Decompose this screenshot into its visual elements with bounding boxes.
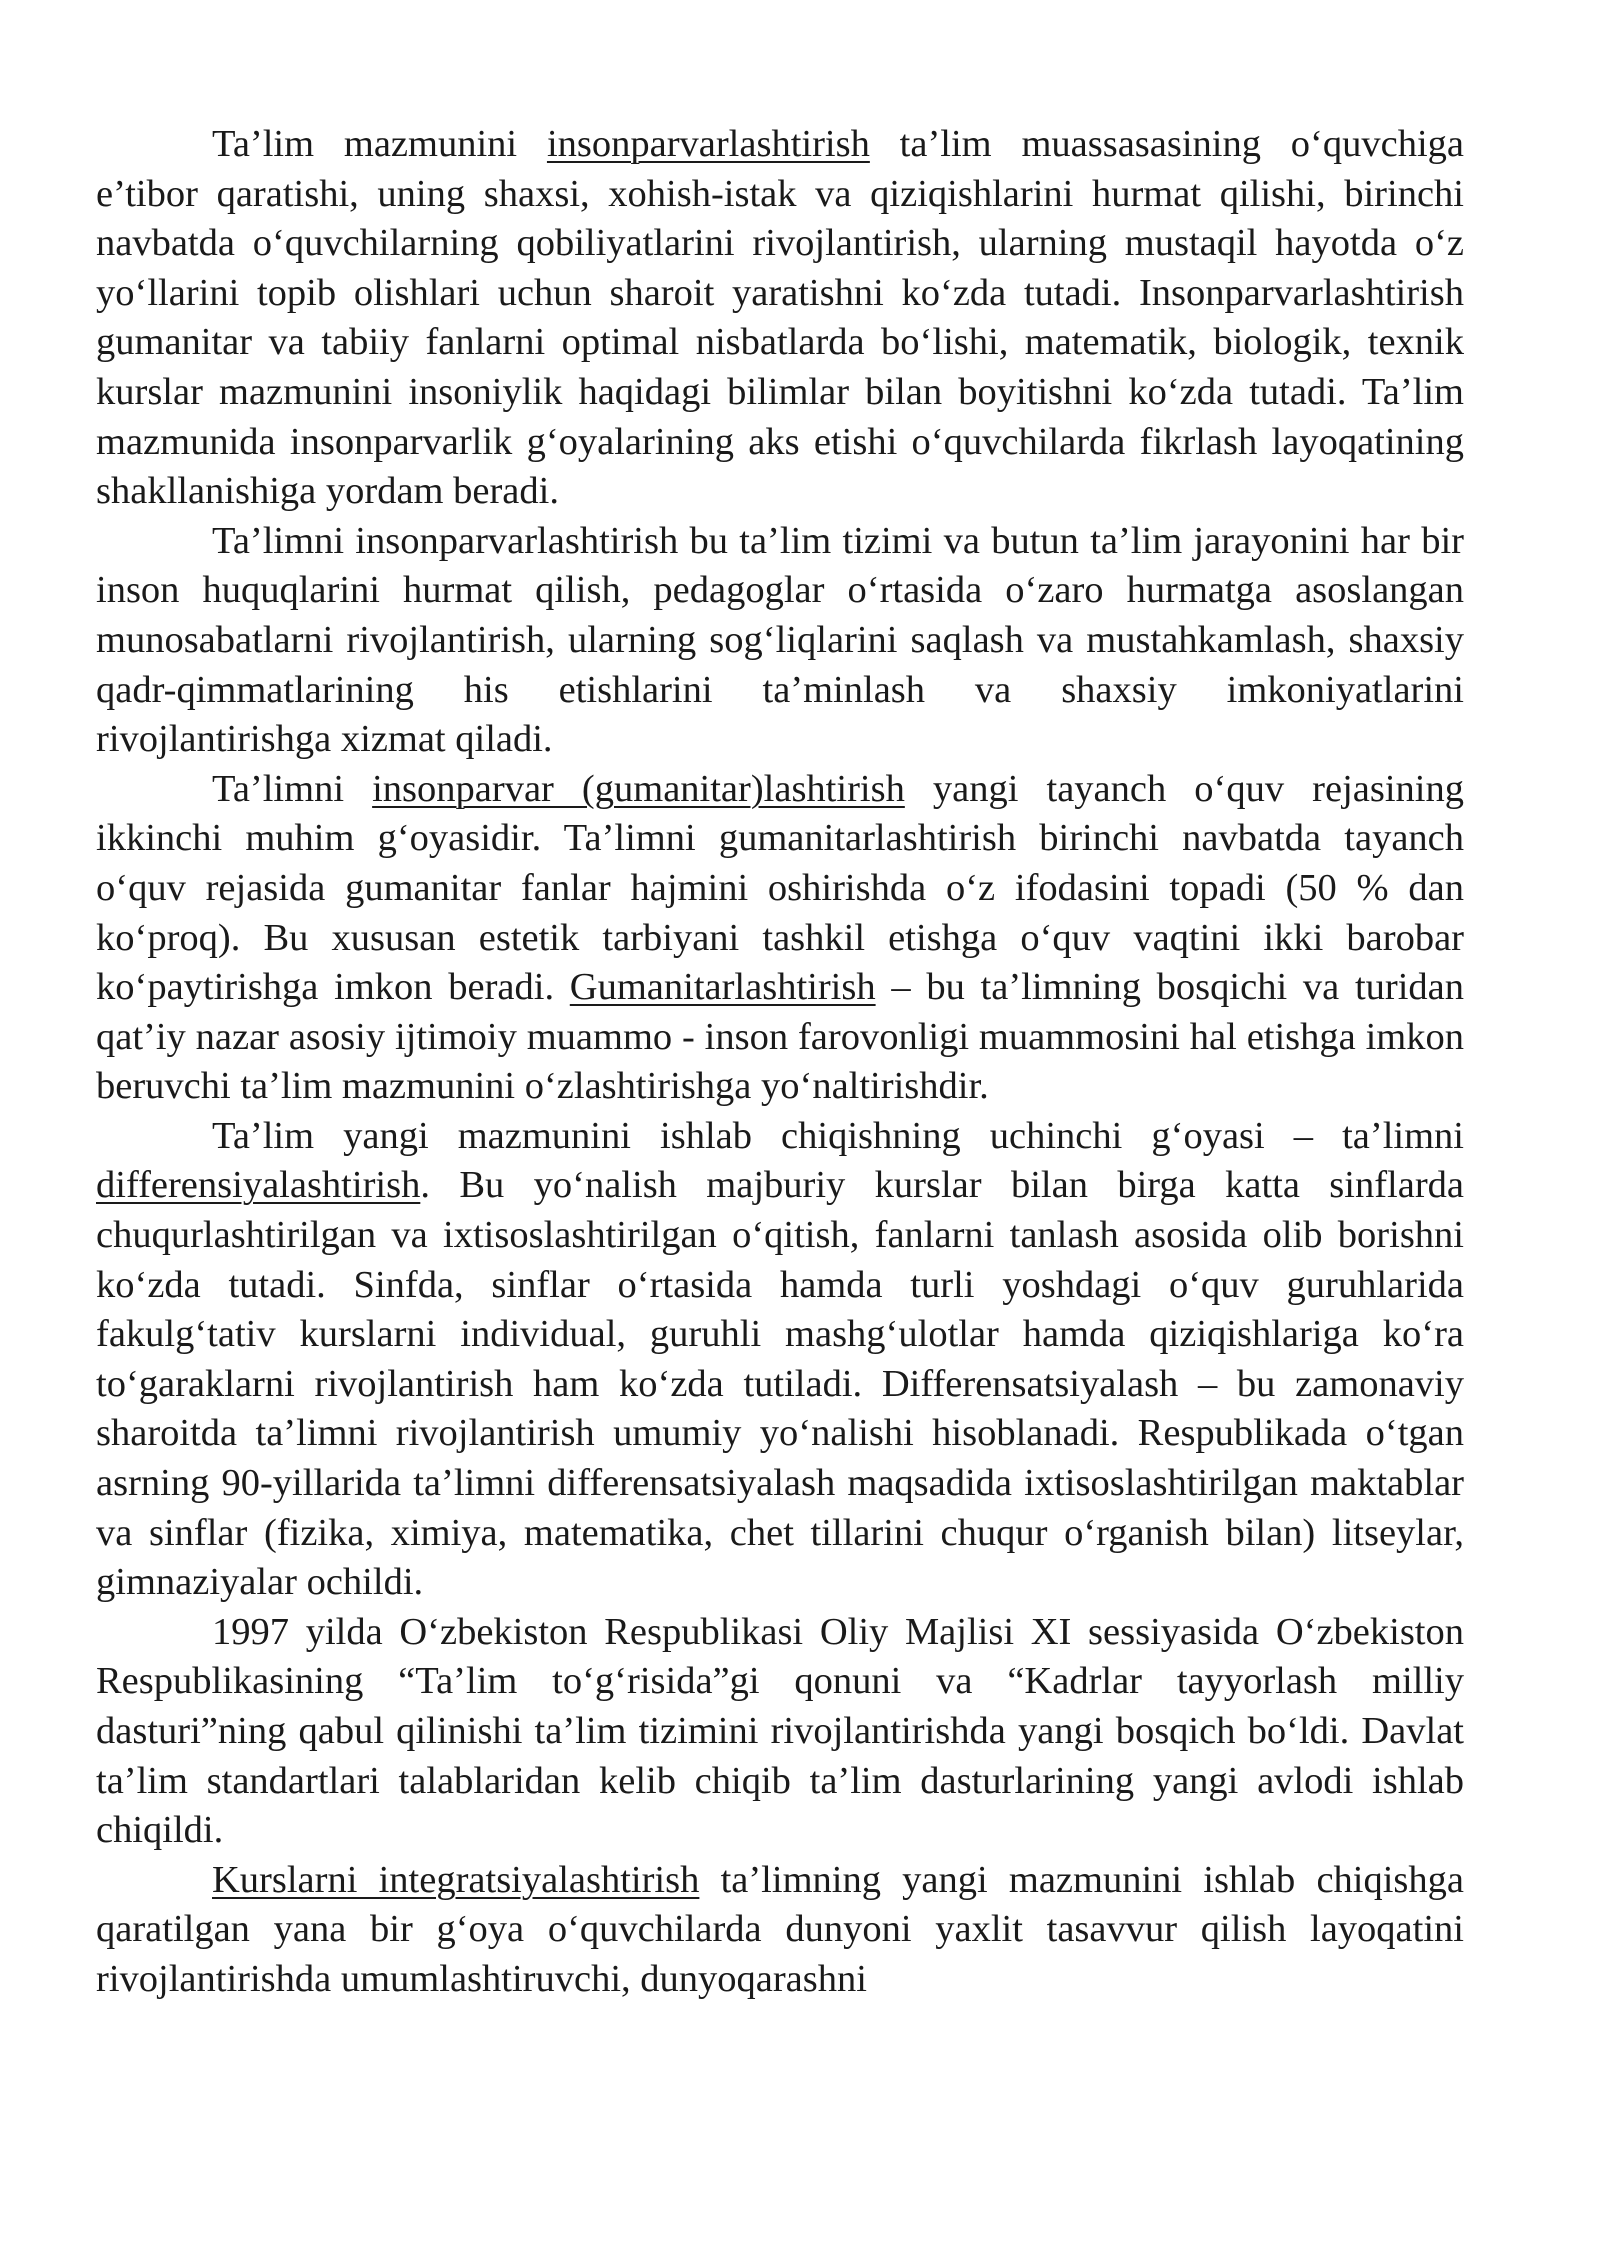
paragraph-3 bbox=[96, 765, 1464, 1112]
term-gumanitarlashtirish: Gumanitarlashtirish bbox=[569, 966, 876, 1009]
para-1-text-2: ta’lim muassasasining o‘quvchiga e’tibor qaratishi, uning shaxsi, xohish-istak va qiziqishlarini hurmat qilishi, birinchi navbatda o‘quvchilarning qobiliyatlarini rivojlantirish, ularning mustaqil hayotda o‘z yo‘llarini topib olishlari uchun sharoit yaratishni ko‘zda tutadi. Insonparvarlashtirish gumanitar va tabiiy fanlarni optimal nisbatlarda bo‘lishi, matematik, biologik, texnik kurslar mazmunini insoniylik haqidagi bilimlar bilan boyitishni ko‘zda tutadi. Ta’lim mazmunida insonparvarlik g‘oyalarining aks etishi o‘quvchilarda fikrlash layoqatining shakllanishiga yordam beradi. bbox=[96, 123, 1464, 513]
para-4-text-1: Ta’lim yangi mazmunini ishlab chiqishning uchinchi g‘oyasi – ta’limni bbox=[212, 1114, 1464, 1157]
paragraph-1 bbox=[96, 120, 1464, 517]
paragraph-6 bbox=[96, 1856, 1464, 2005]
term-insonparvar-gumanitar-lashtirish: insonparvar (gumanitar)lashtirish bbox=[372, 767, 905, 810]
paragraph-4 bbox=[96, 1112, 1464, 1608]
para-3-text-3: – bu ta’limning bosqichi va turidan qat’iy nazar asosiy ijtimoiy muammo - inson farovonligi muammosini hal etishga imkon beruvchi ta’lim mazmunini o‘zlashtirishga yo‘naltirishdir. bbox=[96, 966, 1464, 1108]
paragraph-2 bbox=[96, 517, 1464, 765]
paragraph-5 bbox=[96, 1608, 1464, 1856]
term-kurslarni-integratsiyalashtirish: Kurslarni integratsiyalashtirish bbox=[212, 1858, 700, 1901]
term-differensiyalashtirish: differensiyalashtirish bbox=[96, 1164, 421, 1207]
document-page bbox=[96, 120, 1464, 2005]
para-3-text-2: yangi tayanch o‘quv rejasining ikkinchi muhim g‘oyasidir. Ta’limni gumanitarlashtirish birinchi navbatda tayanch o‘quv rejasida gumanitar fanlar hajmini oshirishda o‘z ifodasini topadi (50 % dan ko‘proq). Bu xususan estetik tarbiyani tashkil etishga o‘quv vaqtini ikki barobar ko‘paytirishga imkon beradi. bbox=[96, 767, 1465, 1009]
term-insonparvarlashtirish: insonparvarlashtirish bbox=[546, 123, 870, 165]
para-6-text-1: ta’limning yangi mazmunini ishlab chiqishga qaratilgan yana bir g‘oya o‘quvchilarda dunyoni yaxlit tasavvur qilish layoqatini rivojlantirishda umumlashtiruvchi, dunyoqarashni bbox=[96, 1858, 1464, 2000]
para-2-text-1: Ta’limni insonparvarlashtirish bu ta’lim tizimi va butun ta’lim jarayonini har bir inson huquqlarini hurmat qilish, pedagoglar o‘rtasida o‘zaro hurmatga asoslangan munosabatlarni rivojlantirish, ularning sog‘liqlarini saqlash va mustahkamlash, shaxsiy qadr-qimmatlarining his etishlarini ta’minlash va shaxsiy imkoniyatlarini rivojlantirishga xizmat qiladi. bbox=[96, 519, 1464, 761]
para-1-text-1: Ta’lim mazmunini bbox=[212, 123, 547, 165]
para-5-text-1: 1997 yilda O‘zbekiston Respublikasi Oliy Majlisi XI sessiyasida O‘zbekiston Respublikasining “Ta’lim to‘g‘risida”gi qonuni va “Kadrlar tayyorlash milliy dasturi”ning qabul qilinishi ta’lim tizimini rivojlantirishda yangi bosqich bo‘ldi. Davlat ta’lim standartlari talablaridan kelib chiqib ta’lim dasturlarining yangi avlodi ishlab chiqildi. bbox=[96, 1610, 1464, 1852]
para-4-text-2: . Bu yo‘nalish majburiy kurslar bilan birga katta sinflarda chuqurlashtirilgan va ixtisoslashtirilgan o‘qitish, fanlarni tanlash asosida olib borishni ko‘zda tutadi. Sinfda, sinflar o‘rtasida hamda turli yoshdagi o‘quv guruhlarida fakulg‘tativ kurslarni individual, guruhli mashg‘ulotlar hamda qiziqishlariga ko‘ra to‘garaklarni rivojlantirish ham ko‘zda tutiladi. Differensatsiyalash – bu zamonaviy sharoitda ta’limni rivojlantirish umumiy yo‘nalishi hisoblanadi. Respublikada o‘tgan asrning 90-yillarida ta’limni differensatsiyalash maqsadida ixtisoslashtirilgan maktablar va sinflar (fizika, ximiya, matematika, chet tillarini chuqur o‘rganish bilan) litseylar, gimnaziyalar ochildi. bbox=[96, 1164, 1464, 1604]
para-3-text-1: Ta’limni bbox=[212, 767, 373, 810]
